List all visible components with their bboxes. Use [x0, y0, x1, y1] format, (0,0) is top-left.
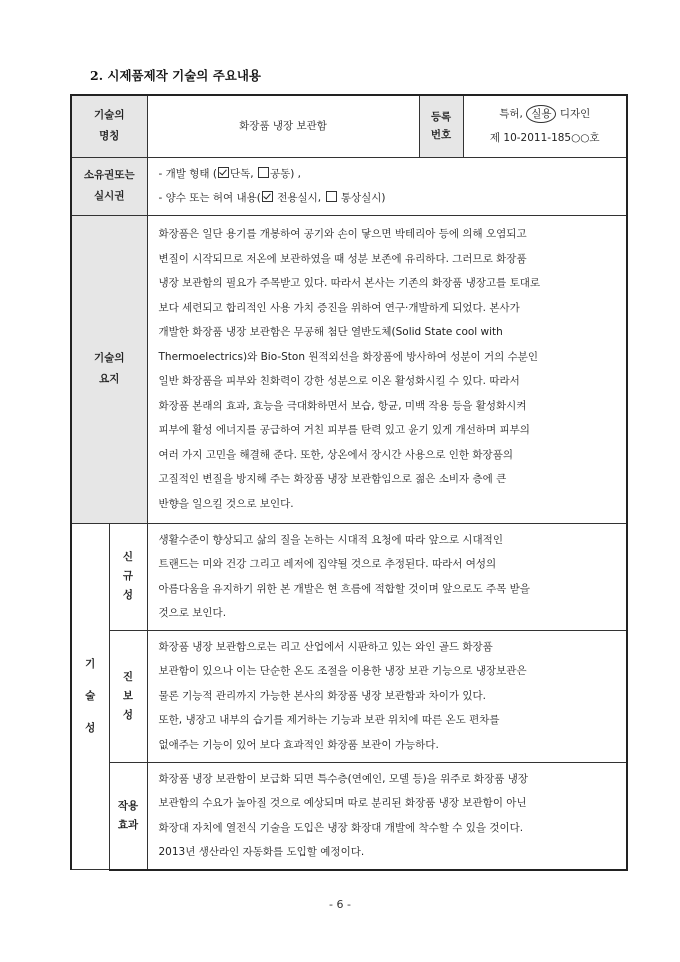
checkbox-checked-icon: [262, 191, 273, 202]
checkbox-empty-icon: [258, 167, 269, 178]
tech-name-label: 기술의 명칭: [71, 95, 147, 157]
summary-label: 기술의 요지: [71, 215, 147, 523]
license-line: - 양수 또는 허여 내용( 전용실시, 통상실시): [158, 192, 386, 204]
ownership-content: [147, 157, 627, 215]
page-number: - 6 -: [329, 898, 351, 911]
tech-content-table: [70, 94, 628, 871]
tech-name-value: 화장품 냉장 보관함: [147, 95, 419, 157]
novelty-label: 신 규 성: [109, 523, 147, 630]
technicality-label: 기 술 성: [71, 523, 109, 870]
section-heading: 2. 시제품제작 기술의 주요내용: [90, 68, 262, 83]
ownership-label: 소유권또는 실시권: [71, 157, 147, 215]
novelty-content: 생활수준이 향상되고 삶의 질을 논하는 시대적 요청에 따라 앞으로 시대적인 트랜드는 미와 건강 그리고 레저에 집약될 것으로 추정된다. 따라서 여성의 아름다움을 유지하기 위한 본 개발은 현 흐름에 적합할 것이며 앞으로도 주목 받을 것으로 보인다.: [147, 523, 627, 630]
reg-number-value: [463, 95, 627, 157]
effect-label: 작용 효과: [109, 762, 147, 870]
summary-content: 화장품은 일단 용기를 개봉하여 공기와 손이 닿으면 박테리아 등에 의해 오염되고 변질이 시작되므로 저온에 보관하였을 때 성분 보존에 유리하다. 그러므로 화장품 냉장 보관함의 필요가 주목받고 있다. 따라서 본사는 기존의 화장품 냉장고를 토대로 보다 세련되고 합리적인 사용 가치 증진을 위하여 연구·개발하게 되었다. 본사가 개발한 화장품 냉장 보관함은 무공해 첨단 열반도체(Solid State cool with Thermoelectrics)와 Bio-Ston 원적외선을 화장품에 방사하여 성분이 거의 수분인 일반 화장품을 피부와 친화력이 강한 성분으로 이온 활성화시킬 수 있다. 따라서 화장품 본래의 효과, 효능을 극대화하면서 보습, 항균, 미백 작용 등을 활성화시켜 피부에 활성 에너지를 공급하여 거친 피부를 탄력 있고 윤기 있게 개선하며 피부의 여러 가지 고민을 해결해 준다. 또한, 상온에서 장시간 사용으로 인한 화장품의 고질적인 변질을 방지해 주는 화장품 냉장 보관함임으로 젊은 소비자 층에 큰 반향을 일으킬 것으로 보인다.: [147, 215, 627, 523]
reg-number: 제 10-2011-185○○호: [489, 132, 600, 145]
progress-label: 진 보 성: [109, 630, 147, 762]
patent-type: 특허,: [499, 108, 523, 121]
checkbox-checked-icon: [218, 167, 229, 178]
dev-type-line: - 개발 형태 ( 단독, 공동) ,: [158, 167, 302, 180]
utility-type-circled: 실용: [526, 105, 556, 123]
progress-content: 화장품 냉장 보관함으로는 리고 산업에서 시판하고 있는 와인 골드 화장품 보관함이 있으나 이는 단순한 온도 조절을 이용한 냉장 보관 기능으로 냉장보관은 물론 기능적 관리까지 가능한 본사의 화장품 냉장 보관함과 차이가 있다. 또한, 냉장고 내부의 습기를 제거하는 기능과 보관 위치에 따른 온도 편차를 없애주는 기능이 있어 보다 효과적인 화장품 보관이 가능하다.: [147, 630, 627, 762]
design-type: 디자인: [559, 108, 591, 121]
checkbox-empty-icon: [326, 191, 337, 202]
effect-content: 화장품 냉장 보관함이 보급화 되면 특수층(연예인, 모델 등)을 위주로 화장품 냉장 보관함의 수요가 높아질 것으로 예상되며 따로 분리된 화장품 냉장 보관함이 아닌 화장대 자치에 열전식 기술을 도입은 냉장 화장대 개발에 착수할 수 있을 것이다. 2013년 생산라인 자동화를 도입할 예정이다.: [147, 762, 627, 870]
reg-number-label: 등록 번호: [419, 95, 463, 157]
